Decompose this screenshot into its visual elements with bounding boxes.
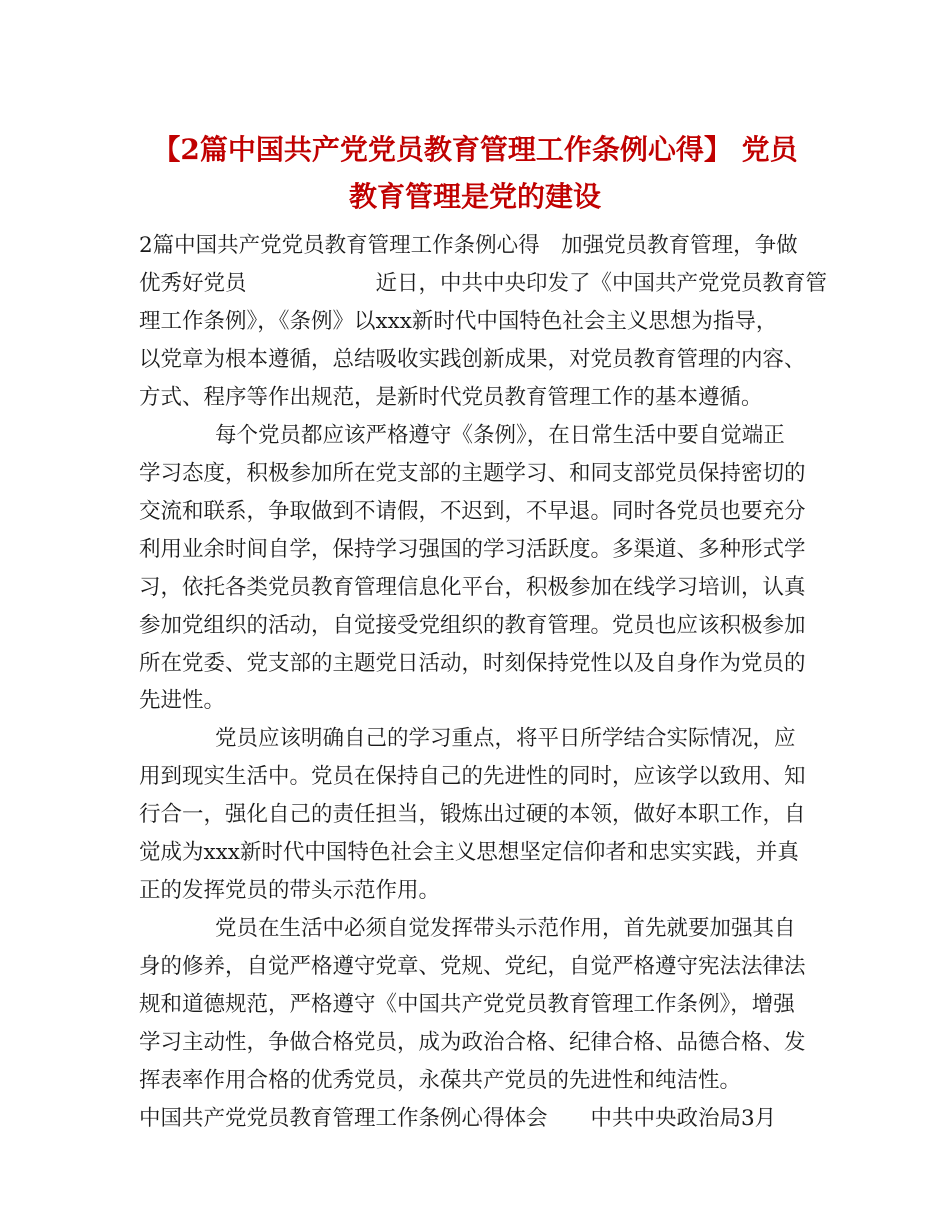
- body-text-line: 学习主动性，争做合格党员，成为政治合格、纪律合格、品德合格、发: [139, 1030, 806, 1055]
- body-text-line: 挥表率作用合格的优秀党员，永葆共产党员的先进性和纯洁性。: [139, 1067, 742, 1093]
- body-text-line: 利用业余时间自学，保持学习强国的学习活跃度。多渠道、多种形式学: [139, 536, 806, 562]
- body-text-line: 身的修养，自觉严格遵守党章、党规、党纪，自觉严格遵守宪法法律法: [139, 954, 806, 980]
- body-text-line: 以党章为根本遵循，总结吸收实践创新成果，对党员教育管理的内容、: [139, 346, 806, 372]
- body-text-line: 学习态度，积极参加所在党支部的主题学习、和同支部党员保持密切的: [139, 460, 806, 486]
- body-text-line: 理工作条例》，《条例》以xxx新时代中国特色社会主义思想为指导，: [139, 308, 778, 334]
- body-text-line: 2篇中国共产党党员教育管理工作条例心得 加强党员教育管理，争做: [139, 233, 798, 258]
- body-text-line: 所在党委、党支部的主题党日活动，时刻保持党性以及自身作为党员的: [139, 650, 806, 676]
- body-text-line: 先进性。: [139, 688, 226, 714]
- document-title-line-1: 【2篇中国共产党党员教育管理工作条例心得】 党员: [152, 133, 798, 166]
- document-title-line-2: 教育管理是党的建设: [348, 180, 601, 213]
- body-text-line: 每个党员都应该严格遵守《条例》，在日常生活中要自觉端正: [215, 422, 785, 448]
- body-text-line: 方式、程序等作出规范，是新时代党员教育管理工作的基本遵循。: [139, 384, 763, 410]
- body-text-line: 中国共产党党员教育管理工作条例心得体会 中共中央政治局3月: [139, 1105, 777, 1131]
- body-text-line: 规和道德规范，严格遵守《中国共产党党员教育管理工作条例》，增强: [139, 992, 795, 1017]
- body-text-line: 觉成为xxx新时代中国特色社会主义思想坚定信仰者和忠实实践，并真: [139, 840, 799, 866]
- body-text-line: 用到现实生活中。党员在保持自己的先进性的同时，应该学以致用、知: [139, 764, 806, 790]
- body-text-line: 行合一，强化自己的责任担当，锻炼出过硬的本领，做好本职工作，自: [139, 802, 806, 828]
- body-text-line: 参加党组织的活动，自觉接受党组织的教育管理。党员也应该积极参加: [139, 612, 806, 638]
- body-text-line: 习，依托各类党员教育管理信息化平台，积极参加在线学习培训，认真: [139, 574, 806, 600]
- body-text-line: 交流和联系，争取做到不请假，不迟到，不早退。同时各党员也要充分: [139, 498, 806, 524]
- body-text-line: 党员应该明确自己的学习重点，将平日所学结合实际情况，应: [215, 726, 796, 752]
- body-text-line: 党员在生活中必须自觉发挥带头示范作用，首先就要加强其自: [215, 916, 796, 942]
- body-text-line: 优秀好党员 近日，中共中央印发了《中国共产党党员教育管: [139, 270, 828, 296]
- body-text-line: 正的发挥党员的带头示范作用。: [139, 878, 441, 904]
